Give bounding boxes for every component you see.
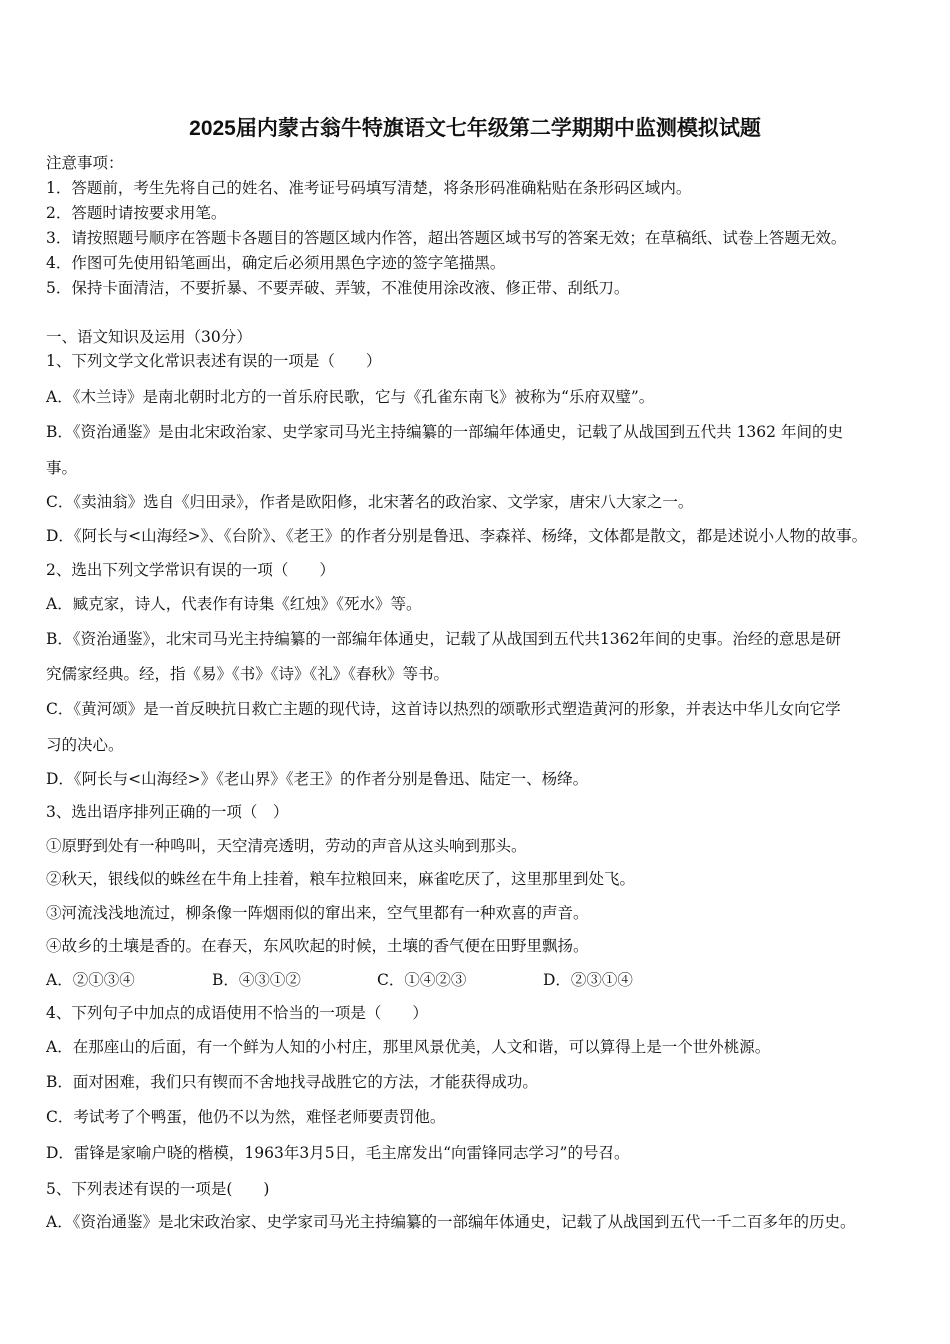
option-b-cont: 事。 [46,459,78,477]
question-stem: 5、下列表述有误的一项是( ) [46,1180,270,1198]
option-d: D．雷锋是家喻户晓的楷模，1963年3月5日，毛主席发出“向雷锋同志学习”的号召。 [46,1144,630,1162]
option-a: A．在那座山的后面，有一个鲜为人知的小村庄，那里风景优美，人文和谐，可以算得上是一个世外桃源。 [46,1038,771,1056]
option-a: A．《木兰诗》是南北朝时北方的一首乐府民歌，它与《孔雀东南飞》被称为“乐府双璧”。 [46,388,655,406]
notice-item: 4．作图可先使用铅笔画出，确定后必须用黑色字迹的签字笔描黑。 [46,254,506,272]
notice-item: 5．保持卡面清洁，不要折暴、不要弄破、弄皱，不准使用涂改液、修正带、刮纸刀。 [46,279,630,297]
choice-a: A．②①③④ [46,971,135,989]
option-c: C．考试考了个鸭蛋，他仍不以为然，难怪老师要责罚他。 [46,1108,446,1126]
question-stem: 4、下列句子中加点的成语使用不恰当的一项是（ ） [46,1004,428,1022]
option-d: D．《阿长与<山海经>》、《台阶》、《老王》的作者分别是鲁迅、李森祥、杨绛，文体都是散文，都是述说小人物的故事。 [46,527,868,545]
option-a: A．臧克家，诗人，代表作有诗集《红烛》《死水》等。 [46,595,422,613]
notice-item: 2．答题时请按要求用笔。 [46,204,227,222]
sentence-1: ①原野到处有一种鸣叫，天空清亮透明，劳动的声音从这头响到那头。 [46,837,527,855]
question-stem: 3、选出语序排列正确的一项（ ） [46,803,289,821]
option-c-cont: 习的决心。 [46,736,124,754]
notice-heading: 注意事项： [46,154,124,172]
option-b-cont: 究儒家经典。经，指《易》《书》《诗》《礼》《春秋》等书。 [46,665,450,683]
choice-b: B．④③①② [212,971,301,989]
page-title: 2025届内蒙古翁牛特旗语文七年级第二学期期中监测模拟试题 [189,117,761,140]
sentence-2: ②秋天，银线似的蛛丝在牛角上挂着，粮车拉粮回来，麻雀吃厌了，这里那里到处飞。 [46,870,636,888]
sentence-3: ③河流浅浅地流过，柳条像一阵烟雨似的窜出来，空气里都有一种欢喜的声音。 [46,904,589,922]
option-d: D．《阿长与<山海经>》《老山界》《老王》的作者分别是鲁迅、陆定一、杨绛。 [46,770,589,788]
option-a: A．《资治通鉴》是北宋政治家、史学家司马光主持编纂的一部编年体通史，记载了从战国到五代一千二百多年的历史。 [46,1213,856,1231]
option-b: B．《资治通鉴》，北宋司马光主持编纂的一部编年体通史，记载了从战国到五代共1362年间的史事。治经的意思是研 [46,630,841,648]
choice-c: C．①④②③ [377,971,467,989]
option-c: C．《卖油翁》选自《归田录》，作者是欧阳修，北宋著名的政治家、文学家，唐宋八大家之一。 [46,493,694,511]
notice-item: 3．请按照题号顺序在答题卡各题目的答题区域内作答，超出答题区域书写的答案无效；在草稿纸、试卷上答题无效。 [46,229,847,247]
sentence-4: ④故乡的土壤是香的。在春天，东风吹起的时候，土壤的香气便在田野里飘扬。 [46,937,589,955]
option-c: C．《黄河颂》是一首反映抗日救亡主题的现代诗，这首诗以热烈的颂歌形式塑造黄河的形象，并表达中华儿女向它学 [46,700,841,718]
section-heading: 一、语文知识及运用（30分） [46,328,252,346]
question-stem: 2、选出下列文学常识有误的一项（ ） [46,561,335,579]
choice-d: D．②③①④ [543,971,633,989]
answer-choices [46,968,916,988]
option-b: B．《资治通鉴》是由北宋政治家、史学家司马光主持编纂的一部编年体通史，记载了从战国到五代共 1362 年间的史 [46,423,843,441]
notice-item: 1．答题前，考生先将自己的姓名、准考证号码填写清楚，将条形码准确粘贴在条形码区域内。 [46,179,692,197]
option-b: B．面对困难，我们只有锲而不舍地找寻战胜它的方法，才能获得成功。 [46,1073,538,1091]
question-stem: 1、下列文学文化常识表述有误的一项是（ ） [46,352,382,370]
